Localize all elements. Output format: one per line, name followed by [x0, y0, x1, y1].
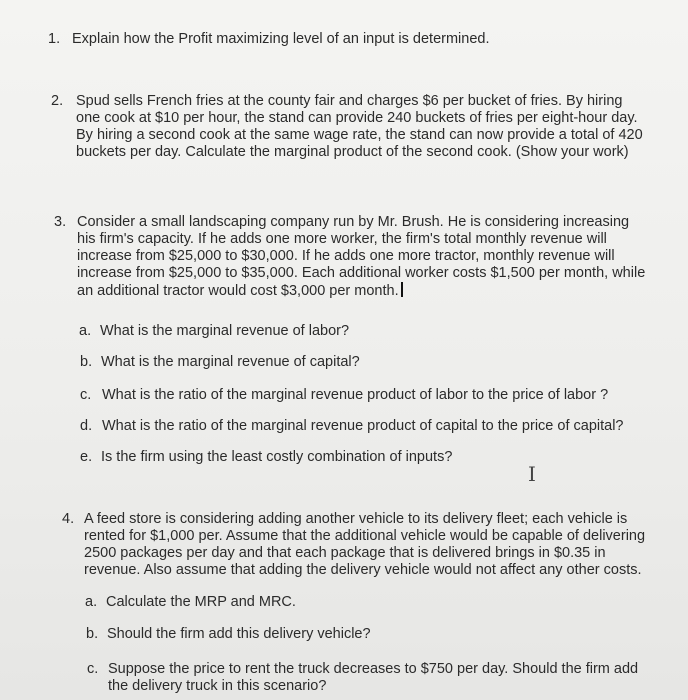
question-number: 1. [48, 31, 61, 47]
text-line [77, 282, 645, 300]
text-line: 2500 packages per day and that each package that is delivered brings in $0.35 in [84, 545, 606, 561]
part-label: c. [87, 661, 99, 677]
text-line: Spud sells French fries at the county fair and charges $6 per bucket of fries. By hiring [76, 93, 623, 109]
part-label: b. [80, 354, 93, 370]
text-line: rented for $1,000 per. Assume that the additional vehicle would be capable of delivering [84, 528, 646, 544]
question-number: 3. [54, 214, 67, 230]
part-text: Suppose the price to rent the truck decreases to $750 per day. Should the firm add [108, 661, 639, 677]
part-text: What is the ratio of the marginal revenue product of labor to the price of labor ? [102, 387, 609, 403]
part-text: Calculate the MRP and MRC. [106, 594, 296, 610]
text-line: one cook at $10 per hour, the stand can provide 240 buckets of fries per eight-hour day. [76, 110, 638, 126]
text-line: his firm's capacity. If he adds one more worker, the firm's total monthly revenue will [77, 231, 607, 247]
part-label: a. [85, 594, 98, 610]
text-line: By hiring a second cook at the same wage rate, the stand can now provide a total of 420 [76, 127, 643, 143]
question-text [72, 31, 489, 48]
question-text [84, 511, 645, 579]
part-label: e. [80, 449, 93, 465]
text-line: increase from $25,000 to $30,000. If he adds one more tractor, monthly revenue will [77, 248, 615, 264]
text-line-content: an additional tractor would cost $3,000 per month. [77, 283, 399, 299]
question-number: 4. [62, 511, 75, 527]
part-text: What is the marginal revenue of capital? [101, 354, 360, 370]
part-label: d. [80, 418, 93, 434]
text-line: Explain how the Profit maximizing level of an input is determined. [72, 31, 490, 47]
part-label: c. [80, 387, 92, 403]
text-line: Consider a small landscaping company run by Mr. Brush. He is considering increasing [77, 214, 630, 230]
part-text: What is the ratio of the marginal revenue product of capital to the price of capital? [102, 418, 624, 434]
text-cursor [401, 282, 403, 297]
question-number: 2. [51, 93, 64, 109]
part-label: b. [86, 626, 99, 642]
question-text [76, 93, 643, 161]
part-text: What is the marginal revenue of labor? [100, 323, 350, 339]
part-label: a. [79, 323, 92, 339]
text-line: buckets per day. Calculate the marginal product of the second cook. (Show your work) [76, 144, 629, 160]
part-text: Is the firm using the least costly combination of inputs? [101, 449, 453, 465]
text-line: A feed store is considering adding another vehicle to its delivery fleet; each vehicle is [84, 511, 628, 527]
text-cursor-ibeam-icon: I [528, 462, 536, 486]
part-text: Should the firm add this delivery vehicle? [107, 626, 371, 642]
text-line: increase from $25,000 to $35,000. Each additional worker costs $1,500 per month, while [77, 265, 646, 281]
text-line: revenue. Also assume that adding the delivery vehicle would not affect any other costs. [84, 562, 642, 578]
part-text-continued: the delivery truck in this scenario? [108, 678, 327, 694]
question-text [77, 214, 645, 300]
